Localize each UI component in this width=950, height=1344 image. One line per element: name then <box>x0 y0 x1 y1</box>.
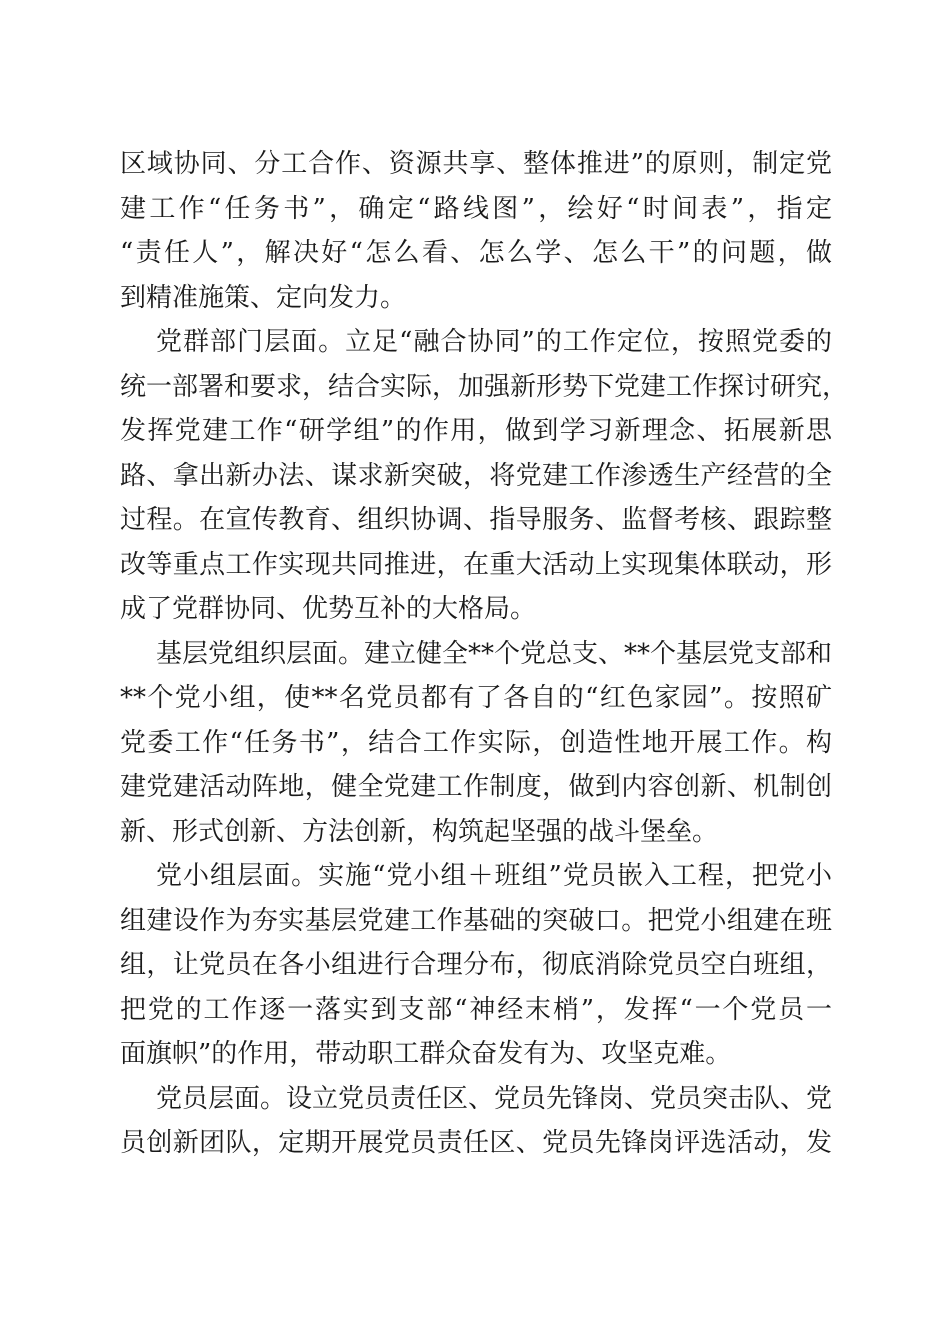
text-line: 党小组层面。实施“党小组＋班组”党员嵌入工程，把党小 <box>156 861 832 891</box>
paragraph-principles-continuation <box>120 142 832 320</box>
document-body <box>120 142 849 1166</box>
text-line: 组建设作为夯实基层党建工作基础的突破口。把党小组建在班 <box>120 905 832 936</box>
text-line: 基层党组织层面。建立健全**个党总支、**个基层党支部和 <box>156 638 833 669</box>
text-line: 党群部门层面。立足“融合协同”的工作定位，按照党委的 <box>156 327 832 357</box>
text-line: 区域协同、分工合作、资源共享、整体推进”的原则，制定党 <box>120 149 832 179</box>
text-line: “责任人”，解决好“怎么看、怎么学、怎么干”的问题，做 <box>120 238 832 268</box>
text-line: 改等重点工作实现共同推进，在重大活动上实现集体联动，形 <box>120 549 832 580</box>
text-line: 过程。在宣传教育、组织协调、指导服务、监督考核、跟踪整 <box>120 505 832 535</box>
text-line: 组，让党员在各小组进行合理分布，彻底消除党员空白班组， <box>120 950 832 980</box>
text-line: 路、拿出新办法、谋求新突破，将党建工作渗透生产经营的全 <box>120 460 832 491</box>
paragraph-party-mass-departments <box>120 320 849 632</box>
text-line: 到精准施策、定向发力。 <box>120 282 407 313</box>
text-line: 党委工作“任务书”，结合工作实际，创造性地开展工作。构 <box>120 727 832 758</box>
text-line: 成了党群协同、优势互补的大格局。 <box>120 594 537 624</box>
text-line: 党员层面。设立党员责任区、党员先锋岗、党员突击队、党 <box>156 1083 833 1114</box>
text-line: 发挥党建工作“研学组”的作用，做到学习新理念、拓展新思 <box>120 416 832 446</box>
text-line: 统一部署和要求，结合实际，加强新形势下党建工作探讨研究， <box>120 371 849 402</box>
text-line: 新、形式创新、方法创新，构筑起坚强的战斗堡垒。 <box>120 816 719 847</box>
text-line: 把党的工作逐一落实到支部“神经末梢”，发挥“一个党员一 <box>120 994 832 1025</box>
paragraph-party-members <box>120 1077 832 1166</box>
text-line: 员创新团队，定期开展党员责任区、党员先锋岗评选活动，发 <box>120 1128 832 1158</box>
paragraph-grassroots-organizations <box>120 632 832 855</box>
text-line: 建党建活动阵地，健全党建工作制度，做到内容创新、机制创 <box>120 772 832 802</box>
text-line: **个党小组，使**名党员都有了各自的“红色家园”。按照矿 <box>120 683 832 713</box>
text-line: 建工作“任务书”，确定“路线图”，绘好“时间表”，指定 <box>120 193 832 224</box>
text-line: 面旗帜”的作用，带动职工群众奋发有为、攻坚克难。 <box>120 1039 732 1069</box>
paragraph-party-groups <box>120 854 832 1077</box>
